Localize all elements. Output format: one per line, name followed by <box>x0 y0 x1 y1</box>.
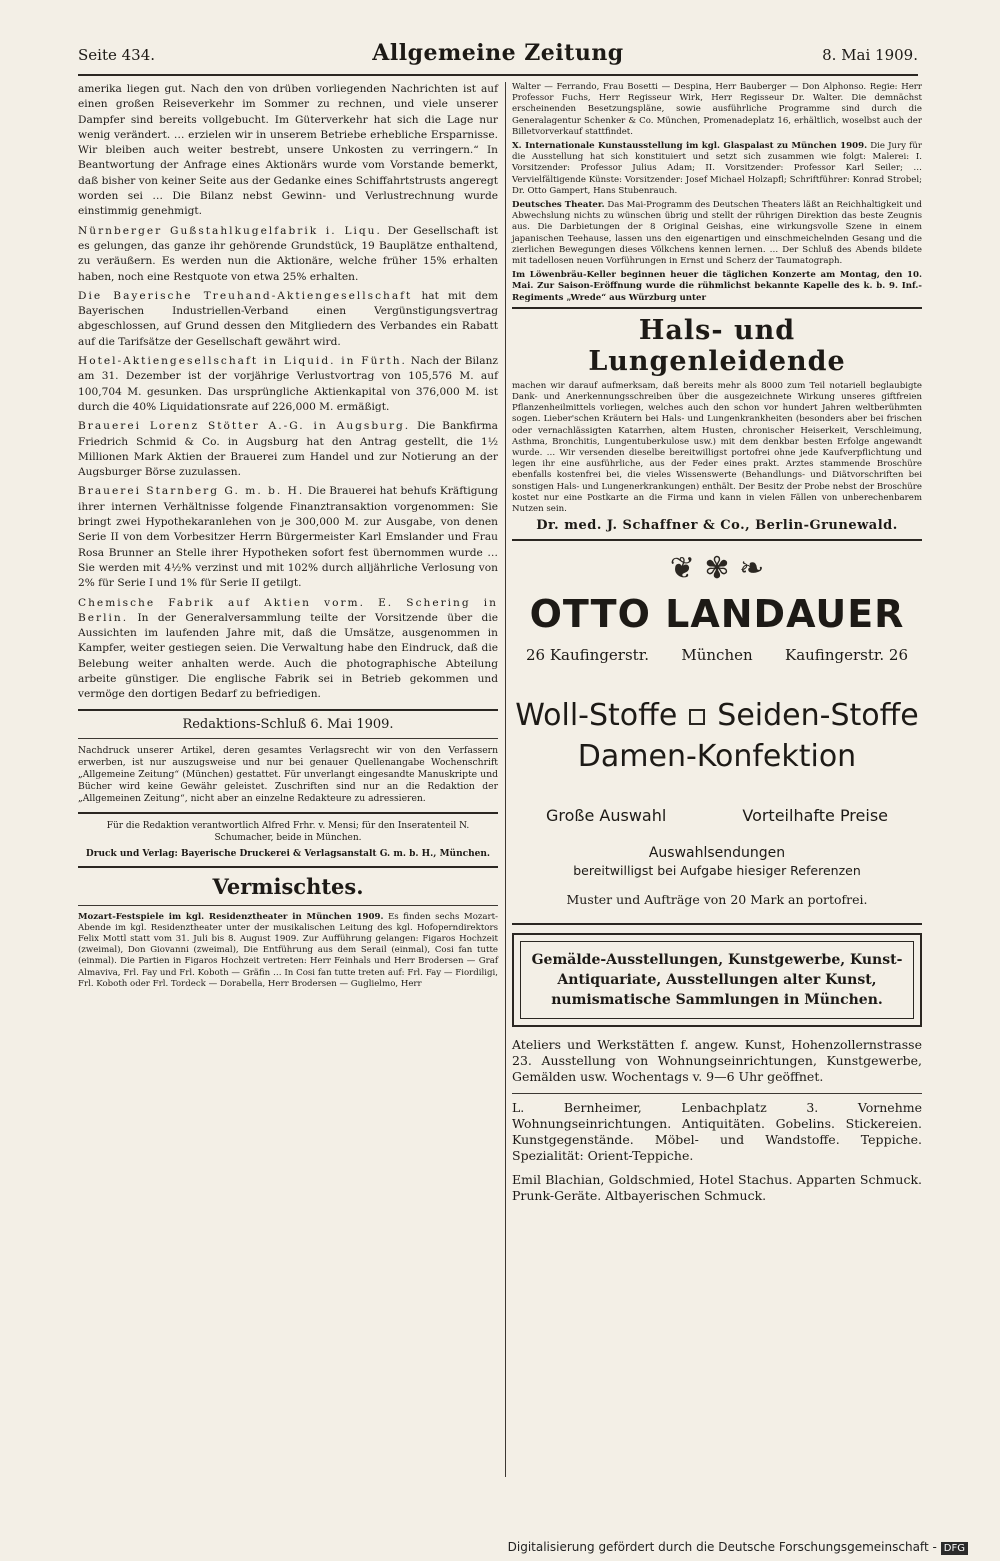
divider <box>78 738 498 739</box>
ad-frame <box>512 933 922 1027</box>
impressum-editor: Für die Redaktion verantwortlich Alfred Frhr. v. Mensi; für den Inseratenteil N. Schumacher, beide in München. <box>106 820 470 843</box>
newspaper-title: Allgemeine Zeitung <box>372 40 624 66</box>
ad-hals-lungenleidende <box>512 307 922 533</box>
article-lead: Die Bayerische Treuhand-Aktiengesellschaft <box>78 289 413 302</box>
left-column <box>78 82 498 1477</box>
article-text: hat mit dem Bayerischen Industriellen-Verband einen Vergünstigungsvertrag abgeschlossen, auf Grund dessen den Mitgliedern des Verbandes ein Rabatt auf die Tarifsätze der Gesellschaft gewährt wird. <box>78 289 498 348</box>
article-starnberg <box>78 484 498 591</box>
article-lead: Mozart-Festspiele im kgl. Residenztheater in München 1909. <box>78 911 384 922</box>
article-hotel <box>78 354 498 415</box>
ad-text: machen wir darauf aufmerksam, daß bereits mehr als 8000 zum Teil notariell beglaubigte Dank- und Anerkennungsschreiben über die ausgezeichnete Wirkung unseres giftfreien Pflanzenheilmittels vorliegen, welches auch den schon vor hundert Jahren weltberühmten sogen. Lieber'schen Kräutern bei Hals- und Lungenkrankheiten (besonders aber bei frischen oder vernachlässigten Katarrhen, altem Husten, chronischer Heiserkeit, Verschleimung, Asthma, Bronchitis, Lungentuberkulose usw.) mit dem denkbar besten Erfolge angewandt wurde. … Wir versenden dieselbe bereitwilligst portofrei ohne jede Kaufverpflichtung und legen ihr eine ausführliche, aus der Feder eines prakt. Arztes stammende Broschüre ebenfalls kostenfrei bei, die vieles Wissenswerte (Behandlungs- und Diätvorschriften bei sonstigen Hals- und Lungenerkrankungen) enthält. Der Besitz der Probe nebst der Broschüre kostet nur eine Postkarte an die Firma und kann in vielen Fällen von unberechenbarem Nutzen sein. <box>512 380 922 515</box>
divider <box>512 1093 922 1094</box>
divider <box>78 905 498 906</box>
article-text: Die Jury für die Ausstellung hat sich konstituiert und setzt sich zusammen wie folgt: Malerei: I. Vorsitzender: Professor Julius Adam; II. Vorsitzender: Professor Karl Seiler; … Vervielfältigende Künste: Vorsitzender: Josef Michael Holzapfl; Schriftführer: Konrad Strobel; Dr. Otto Gampert, Hans Stubenrauch. <box>512 141 923 196</box>
article-mozart <box>78 912 498 990</box>
article-lead: Brauerei Lorenz Stötter A.-G. in Augsburg. <box>78 420 411 433</box>
article-mozart-continued: Walter — Ferrando, Frau Bosetti — Despina, Herr Bauberger — Don Alphonso. Regie: Herr Professor Fuchs, Herr Regisseur Wirk, Herr Regisseur Dr. Walter. Die demnächst erscheinenden Besetzungspläne, sowie ausführliche Programme sind durch die Generalagentur Schenker & Co. München, Promenadeplatz 16, erhältlich, woselbst auch der Billetvorverkauf stattfindet. <box>512 82 922 137</box>
ad-company-name: OTTO LANDAUER <box>529 592 905 637</box>
ad-referenzen: bereitwilligst bei Aufgabe hiesiger Referenzen <box>573 863 861 879</box>
ad-bernheimer: L. Bernheimer, Lenbachplatz 3. Vornehme Wohnungseinrichtungen. Antiquitäten. Gobelins. Stickereien. Kunstgegenstände. Möbel- und Wandstoffe. Teppiche. Spezialität: Orient-Teppiche. <box>512 1100 922 1164</box>
impressum-publisher: Druck und Verlag: Bayerische Druckerei & Verlagsanstalt G. m. b. H., München. <box>85 848 491 859</box>
ad-slogans <box>512 806 922 825</box>
article-lead: Deutsches Theater. <box>512 200 605 211</box>
ad-address <box>512 646 922 664</box>
page-number: Seite 434. <box>78 46 156 64</box>
article-loewenbraeu: Im Löwenbräu-Keller beginnen heuer die täglichen Konzerte am Montag, den 10. Mai. Zur Saison-Eröffnung wurde die rühmlichst bekannte Kapelle des k. b. 9. Inf.-Regiments „Wrede“ aus Würzburg unter <box>512 270 922 303</box>
ad-blachian: Emil Blachian, Goldschmied, Hotel Stachus. Apparten Schmuck. Prunk-Geräte. Altbayerischen Schmuck. <box>512 1172 922 1204</box>
slogan-preise: Vorteilhafte Preise <box>742 806 888 826</box>
article-deutsches-theater <box>512 200 922 267</box>
article-treuhand <box>78 289 498 350</box>
article-kunstausstellung <box>512 141 922 197</box>
product-woll: Woll-Stoffe <box>515 698 678 734</box>
square-bullet-icon <box>689 709 705 725</box>
divider <box>78 866 498 868</box>
article-text: Es finden sechs Mozart-Abende im kgl. Residenztheater unter der musikalischen Leitung des kgl. Hofoperndirektors Felix Mottl statt vom 31. Juli bis 8. August 1909. Zur Aufführung gelangen: Figaros Hochzeit (zweimal), Don Giovanni (zweimal), Die Entführung aus dem Serail (einmal), Cosi fan tutte (einmal). Die Partien in Figaros Hochzeit vertreten: Herr Feinhals und Herr Brodersen — Graf Almaviva, Frl. Fay und Frl. Koboth — Gräfin … In Cosi fan tutte treten auf: Frl. Fay — Fiordiligi, Frl. Koboth oder Frl. Tordeck — Dorabella, Herr Brodersen — Guglielmo, Herr <box>78 911 499 989</box>
article-continuation: amerika liegen gut. Nach den von drüben vorliegenden Nachrichten ist auf einen großen Reiseverkehr im Sommer zu rechnen, und viele unserer Dampfer sind bereits vollgebucht. Im Güterverkehr hat sich die Lage nur wenig verändert. … erzielen wir in unserem Betriebe erhebliche Ersparnisse. Wir bleiben auch weiter bestrebt, unsere Unkosten zu verringern.“ In Beantwortung der Anfrage eines Aktionärs wurde vom Vorstande bemerkt, daß bisher von keiner Seite aus der Gedanke eines Schiffahrtstrusts angeregt worden sei … Die Bilanz nebst Gewinn- und Verlustrechnung wurde einstimmig genehmigt. <box>78 83 498 218</box>
article-lead: X. Internationale Kunstausstellung im kgl. Glaspalast zu München 1909. <box>512 141 868 152</box>
product-seide: Seiden-Stoffe <box>717 698 919 734</box>
article-nuernberger <box>78 224 498 285</box>
issue-date: 8. Mai 1909. <box>822 46 918 64</box>
nachdruck-notice: Nachdruck unserer Artikel, deren gesamtes Verlagsrecht wir von den Verfassern erwerben, ist nur auszugsweise und nur bei genauer Quellenangabe Wochenschrift „Allgemeine Zeitung“ (München) gestattet. Für unverlangt eingesandte Manuskripte und Bücher wird keine Gewähr geleistet. Zuschriften sind nur an die Redaktion der „Allgemeinen Zeitung“, nicht aber an einzelne Redakteure zu adressieren. <box>78 744 498 805</box>
ad-otto-landauer <box>512 592 922 907</box>
page-header <box>78 40 918 76</box>
article-text: Der Gesellschaft ist es gelungen, das ganze ihr gehörende Grundstück, 19 Bauplätze enthaltend, zu veräußern. Es werden nun die Aktionäre, welche früher 15% erhalten haben, noch eine Restquote von etwa 25% erhalten. <box>78 224 498 283</box>
ad-products <box>512 698 922 733</box>
article-lead: Nürnberger Gußstahlkugelfabrik i. Liqu. <box>78 224 382 237</box>
ad-title: Hals- und Lungenleidende <box>588 314 846 377</box>
ad-auswahlsendungen: Auswahlsendungen <box>648 845 786 862</box>
divider <box>78 812 498 814</box>
divider <box>78 709 498 711</box>
article-lead: Chemische Fabrik auf Aktien vorm. E. Schering in Berlin. <box>78 596 498 624</box>
ad-muster: Muster und Aufträge von 20 Mark an portofrei. <box>566 892 868 908</box>
column-divider <box>505 82 506 1477</box>
dfg-logo-icon: DFG <box>941 1542 968 1555</box>
article-text: Das Mai-Programm des Deutschen Theaters läßt an Reichhaltigkeit und Abwechslung nichts zu wünschen übrig und stellt der rührigen Direktion das beste Zeugnis aus. Die Darbietungen der 8 Original Geishas, eine wirkungsvolle Szene in einem japanischen Teehause, lassen uns den eigenartigen und einschmeichelnden Gesang und die zierlichen Bewegungen dieses Völkchens kennen lernen. … Der Schluß des Abends bildete mit tadellosen neuen Vorführungen in Ernst und Scherz der Taumatograph. <box>512 200 922 267</box>
divider <box>512 539 922 541</box>
section-title-vermischtes: Vermischtes. <box>212 873 364 899</box>
article-text: Die Brauerei hat behufs Kräftigung ihrer internen Verhältnisse folgende Finanztransaktion vorgenommen: Sie bringt zwei Hypothekaranlehen von je 300,000 M. zur Ausgabe, von denen Serie II von dem Vorbesitzer Herrn Bürgermeister Karl Emslander und Frau Rosa Brunner an Stelle ihrer Hypotheken sofort fest übernommen wurde … Sie werden mit 4½% verzinst und mit 102% durch alljährliche Verlosung von 2% für Serie I und 1% für Serie II getilgt. <box>78 485 498 590</box>
address-part: 26 Kaufingerstr. <box>526 646 649 665</box>
frame-text: Gemälde-Ausstellungen, Kunstgewerbe, Kunst-Antiquariate, Ausstellungen alter Kunst, numismatische Sammlungen in München. <box>520 941 914 1019</box>
article-schering <box>78 596 498 703</box>
redaktion-schluss: Redaktions-Schluß 6. Mai 1909. <box>182 716 394 732</box>
footer-credit: Digitalisierung gefördert durch die Deutsche Forschungsgemeinschaft - <box>507 1540 937 1554</box>
address-part: Kaufingerstr. 26 <box>785 646 908 665</box>
footer-text <box>508 1540 968 1555</box>
address-city: München <box>681 646 753 665</box>
ad-signature: Dr. med. J. Schaffner & Co., Berlin-Grunewald. <box>536 518 898 534</box>
article-lead: Hotel-Aktiengesellschaft in Liquid. in Fürth. <box>78 355 407 368</box>
ad-ateliers: Ateliers und Werkstätten f. angew. Kunst, Hohenzollernstrasse 23. Ausstellung von Wohnungseinrichtungen, Kunstgewerbe, Gemälden usw. Wochentags v. 9—6 Uhr geöffnet. <box>512 1037 922 1085</box>
slogan-auswahl: Große Auswahl <box>546 806 667 826</box>
article-stoetter <box>78 419 498 480</box>
article-text: In der Generalversammlung teilte der Vorsitzende über die Aussichten im laufenden Jahre mit, daß die Umsätze, ausgenommen in Kampfer, weiter gestiegen seien. Die Verwaltung habe den Eindruck, daß die Belebung weiter anhalten werde. Auch die photographische Abteilung arbeite günstiger. Die englische Fabrik sei in Betrieb gekommen und vermöge den dortigen Bedarf zu befriedigen. <box>78 611 498 701</box>
divider <box>512 923 922 925</box>
article-text: Nach der Bilanz am 31. Dezember ist der vorjährige Verlustvortrag von 105,576 M. auf 100,704 M. gesunken. Das ursprüngliche Aktienkapital von 376,000 M. ist durch die 40% Liquidationsrate auf 226,000 M. ermäßigt. <box>78 355 498 413</box>
ornament-icon: ❦ ✾ ❧ <box>669 551 765 587</box>
right-column <box>512 82 922 1477</box>
product-damen: Damen-Konfektion <box>577 739 857 775</box>
digitization-footer <box>0 1534 1000 1561</box>
article-lead: Brauerei Starnberg G. m. b. H. <box>78 485 305 498</box>
article-text: Die Bankfirma Friedrich Schmid & Co. in Augsburg hat den Antrag gestellt, die 1½ Millionen Mark Aktien der Brauerei zum Handel und zur Notierung an der Augsburger Börse zuzulassen. <box>78 420 498 479</box>
